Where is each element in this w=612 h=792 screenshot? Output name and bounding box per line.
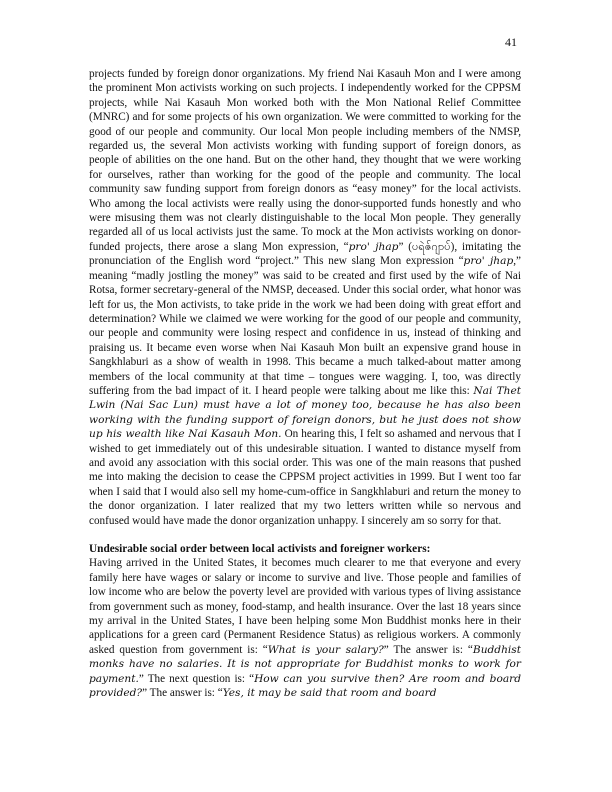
paragraph-2 xyxy=(89,556,521,700)
paragraph-2-text-a: Having arrived in the United States, it becomes much clearer to me that everyone and every family here have wages or salary or income to survive and live. Those people and families of low income who are below the poverty level are provided with various types of living assistance from government such as money, food-stamp, and health insurance. Over the last 18 years since my arrival in the United States, I have been helping some Mon Buddhist monks here in their applications for a green card (Permanent Residence Status) as religious workers. A commonly asked question from government is: “ xyxy=(89,557,521,656)
page-number: 41 xyxy=(505,35,517,49)
slang-term: pro' jhap xyxy=(348,240,399,253)
italic-quote: How can you survive then? Are room and board provided? xyxy=(89,672,521,700)
paragraph-1-text-b: ” (ပရဲဇ်ဂျာပ်), imitating the pronunciation of the English word “project.” This new slang Mon expression “ xyxy=(89,240,521,268)
paragraph-2-text-d: ” The answer is: “ xyxy=(142,687,223,700)
italic-quote: Nai Thet Lwin (Nai Sac Lun) must have a lot of money too, because he has also been working with the funding support of foreign donors, but he just does not show up his wealth like Nai Kasauh Mon. xyxy=(89,384,521,441)
paragraph-1 xyxy=(89,67,521,528)
italic-quote: Buddhist monks have no salaries. It is not appropriate for Buddhist monks to work for payment. xyxy=(89,643,521,685)
slang-term: pro' jhap xyxy=(463,255,514,268)
paragraph-2-text-c: ” The next question is: “ xyxy=(138,672,255,685)
paragraph-1-text-a: projects funded by foreign donor organizations. My friend Nai Kasauh Mon and I were among the prominent Mon activists working on such projects. I independently worked for the CPPSM projects, while Nai Kasauh Mon worked both with the Mon National Relief Committee (MNRC) and for some projects of his own organization. We were committed to working for the good of our people and community. Our local Mon people including members of the NMSP, regarded us, the several Mon activists working with funding support of foreign donors, as people of abilities on the one hand. But on the other hand, they thought that we were working for ourselves, rather than working for the good of the people and community. The local community saw funding support from foreign donors as “easy money” for the local activists. Who among the local activists were really using the donor-supported funds honestly and who were misusing them was not clearly distinguishable to the local Mon people. They generally regarded all of us local activists just the same. To mock at the Mon activists working on donor-funded projects, there arose a slang Mon expression, “ xyxy=(89,68,521,253)
page-body xyxy=(89,67,521,700)
paragraph-1-text-c: ,” meaning “madly jostling the money” was said to be created and first used by the wife of Nai Rotsa, former secretary-general of the NMSP, deceased. Under this social order, what honor was left for us, the Mon activists, to take pride in the work we had been doing with great effort and determination? While we claimed we were working for the good of our people and community, our people and community were losing respect and confidence in us, instead of thinking and praising us. It became even worse when Nai Kasauh Mon built an expensive grand house in Sangkhlaburi as a show of wealth in 1998. This became a much talked-about matter among members of the local community at that time – tongues were wagging. I, too, was directly suffering from the bad impact of it. I heard people were talking about me like this: xyxy=(89,255,521,397)
italic-quote: Yes, it may be said that room and board xyxy=(222,687,437,700)
paragraph-2-text-b: ” The answer is: “ xyxy=(383,643,473,656)
paragraph-1-text-d: On hearing this, I felt so ashamed and nervous that I wished to get immediately out of this undesirable situation. I wanted to distance myself from and avoid any association with this social order. This was one of the main reasons that pushed me into making the decision to cease the CPPSM project activities in 1999. But I went too far when I said that I would also sell my home-cum-office in Sangkhlaburi and return the money to the donor organization. I later realized that my two letters written while so nervous and confused would have made the donor organization unhappy. I sincerely am so sorry for that. xyxy=(89,428,521,527)
italic-quote: What is your salary? xyxy=(267,643,384,656)
section-heading: Undesirable social order between local activists and foreigner workers: xyxy=(89,543,431,555)
